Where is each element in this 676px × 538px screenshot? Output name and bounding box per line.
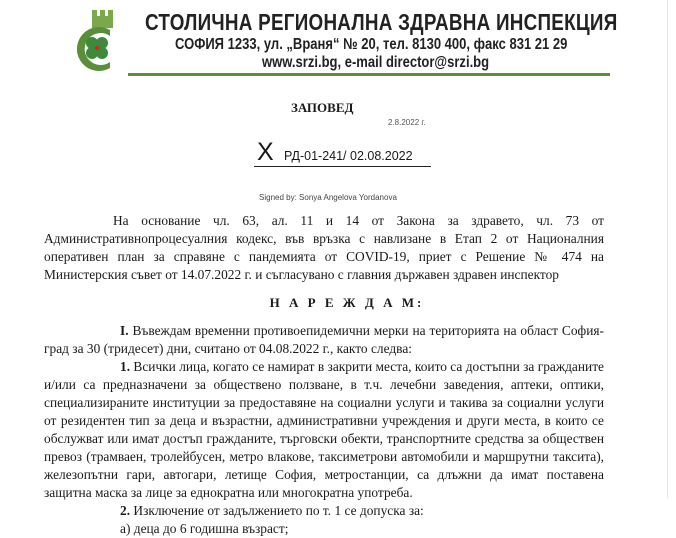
section-1-number: I. <box>120 323 129 338</box>
item-2-paragraph <box>44 502 604 520</box>
rzi-logo-icon <box>70 8 130 72</box>
document-body <box>44 212 604 538</box>
signature-mark: X <box>257 138 274 166</box>
section-1-paragraph <box>44 322 604 358</box>
section-1-text: Въвеждам временни противоепидемични мерки на територията на област София- град за 30 (тридесет) дни, считано от 04.08.2022 г., както следва: <box>44 323 604 356</box>
item-1-number: 1. <box>120 359 131 374</box>
page-edge-divider <box>667 0 668 498</box>
signed-by: Signed by: Sonya Angelova Yordanova <box>259 193 397 202</box>
header-divider <box>128 73 610 76</box>
item-2a-paragraph: а) деца до 6 годишна възраст; <box>120 521 289 536</box>
item-2-text: Изключение от задължението по т. 1 се допуска за: <box>130 503 424 518</box>
org-address: СОФИЯ 1233, ул. „Враня“ № 20, тел. 8130 400, факс 831 21 29 <box>175 36 568 53</box>
order-heading: Н А Р Е Ж Д А М: <box>269 295 425 310</box>
item-1-text: Всички лица, когато се намират в закрити места, които са достъпни за гражданите и/или са предназначени за обществено ползване, в т.ч. лечебни заведения, аптеки, оптики, специализираните институции за предоставяне на социални услуги и такива за социални услуги от резидентен тип за деца и възрастни, административни учреждения и други места, в които се обслужват или имат достъп гражданите, търговски обекти, транспортните средства за обществен превоз (трамваен, тролейбусен, метро влакове, таксиметрови автомобили и маршрутни таксита), железопътни гари, автогари, летище София, метростанции, са длъжни да имат поставена защитна маска за лице за еднократна или многократна употреба. <box>44 359 604 500</box>
org-name: СТОЛИЧНА РЕГИОНАЛНА ЗДРАВНА ИНСПЕКЦИЯ <box>145 9 618 35</box>
document-date: 2.8.2022 г. <box>388 118 426 127</box>
rzi-logo <box>70 8 130 72</box>
signature-line <box>254 166 431 167</box>
document-title: ЗАПОВЕД <box>291 100 354 115</box>
item-2-number: 2. <box>120 503 131 518</box>
document-number: РД-01-241/ 02.08.2022 <box>284 149 413 163</box>
org-contacts: www.srzi.bg, e-mail director@srzi.bg <box>262 54 490 71</box>
item-1-paragraph <box>44 358 604 502</box>
preamble-paragraph: На основание чл. 63, ал. 11 и 14 от Закона за здравето, чл. 73 от Административнопроцесуалния кодекс, във връзка с навлизане в Етап 2 от Националния оперативен план за справяне с пандемията от COVID-19, приет с Решение № 474 на Министерския съвет от 14.07.2022 г. и съгласувано с главния държавен здравен инспектор <box>44 213 604 282</box>
